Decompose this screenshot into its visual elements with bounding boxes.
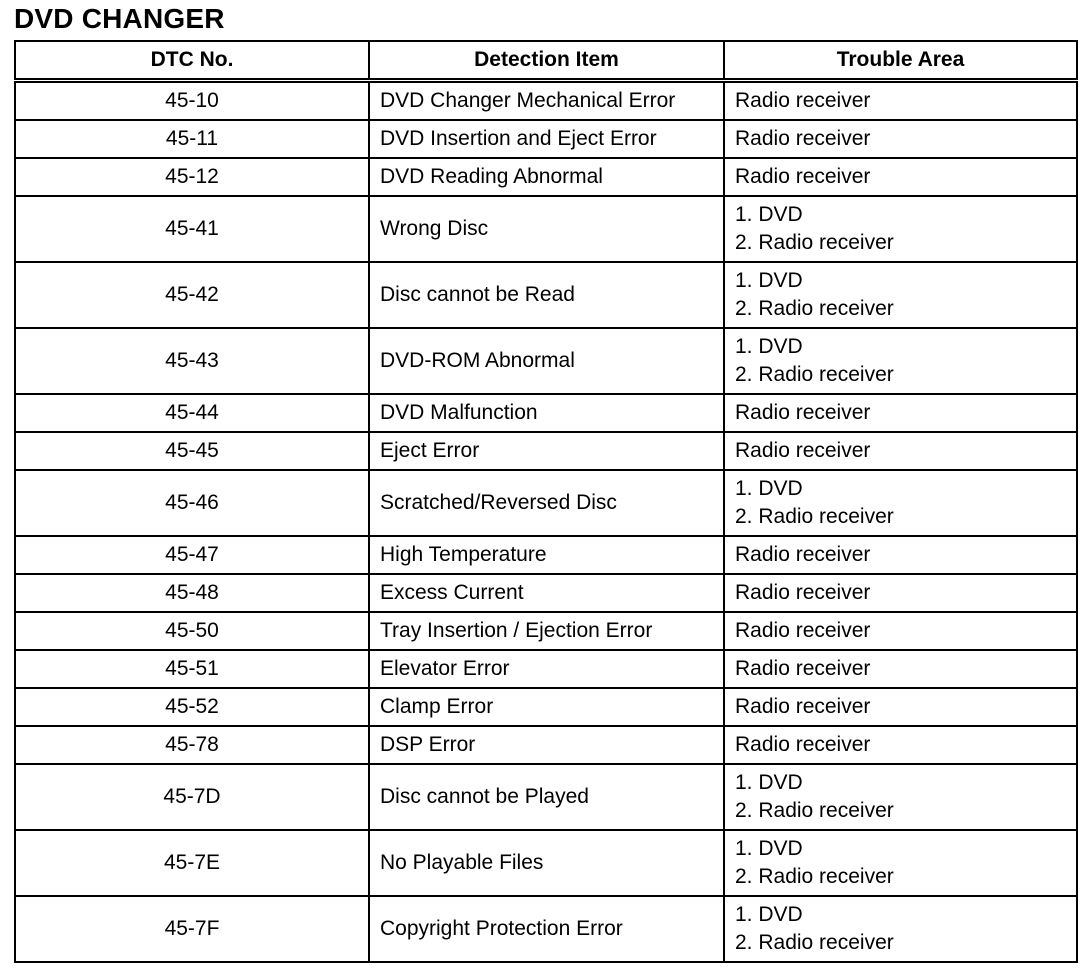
trouble-area-line: 1. DVD <box>735 335 803 358</box>
trouble-area <box>724 650 1077 688</box>
trouble-area-line: Radio receiver <box>735 695 871 718</box>
trouble-area <box>724 830 1077 896</box>
dtc-code: 45-44 <box>15 394 369 432</box>
table-row <box>15 432 1077 470</box>
detection-item: DVD-ROM Abnormal <box>369 328 724 394</box>
trouble-area-line: Radio receiver <box>735 165 871 188</box>
table-row <box>15 394 1077 432</box>
trouble-area <box>724 574 1077 612</box>
dtc-table <box>14 40 1078 963</box>
table-row <box>15 896 1077 962</box>
dtc-code: 45-41 <box>15 196 369 262</box>
dtc-code: 45-7E <box>15 830 369 896</box>
detection-item: DSP Error <box>369 726 724 764</box>
detection-item: High Temperature <box>369 536 724 574</box>
dtc-code: 45-51 <box>15 650 369 688</box>
table-row <box>15 262 1077 328</box>
trouble-area <box>724 196 1077 262</box>
trouble-area <box>724 470 1077 536</box>
trouble-area-line: 2. Radio receiver <box>735 363 894 386</box>
header-row <box>15 41 1077 81</box>
table-body <box>15 81 1077 963</box>
trouble-area <box>724 764 1077 830</box>
trouble-area <box>724 81 1077 121</box>
detection-item: No Playable Files <box>369 830 724 896</box>
dtc-code: 45-7F <box>15 896 369 962</box>
table-header <box>15 41 1077 81</box>
trouble-area-line: Radio receiver <box>735 401 871 424</box>
detection-item: DVD Changer Mechanical Error <box>369 81 724 121</box>
header-dtc-no: DTC No. <box>15 41 369 81</box>
detection-item: Excess Current <box>369 574 724 612</box>
dtc-code: 45-45 <box>15 432 369 470</box>
trouble-area-line: 2. Radio receiver <box>735 231 894 254</box>
detection-item: Scratched/Reversed Disc <box>369 470 724 536</box>
trouble-area <box>724 262 1077 328</box>
table-row <box>15 688 1077 726</box>
trouble-area-line: 1. DVD <box>735 837 803 860</box>
dtc-code: 45-10 <box>15 81 369 121</box>
dtc-code: 45-12 <box>15 158 369 196</box>
detection-item: Clamp Error <box>369 688 724 726</box>
detection-item: Disc cannot be Played <box>369 764 724 830</box>
table-row <box>15 196 1077 262</box>
header-trouble-area: Trouble Area <box>724 41 1077 81</box>
trouble-area-line: Radio receiver <box>735 127 871 150</box>
trouble-area-line: 1. DVD <box>735 477 803 500</box>
detection-item: Elevator Error <box>369 650 724 688</box>
dtc-code: 45-11 <box>15 120 369 158</box>
trouble-area <box>724 432 1077 470</box>
table-row <box>15 612 1077 650</box>
trouble-area-line: 2. Radio receiver <box>735 297 894 320</box>
trouble-area-line: 1. DVD <box>735 903 803 926</box>
trouble-area-line: Radio receiver <box>735 733 871 756</box>
table-row <box>15 81 1077 121</box>
detection-item: Eject Error <box>369 432 724 470</box>
dtc-code: 45-47 <box>15 536 369 574</box>
trouble-area-line: Radio receiver <box>735 581 871 604</box>
trouble-area-line: Radio receiver <box>735 657 871 680</box>
dtc-code: 45-46 <box>15 470 369 536</box>
page-title: DVD CHANGER <box>14 3 225 34</box>
header-detection-item: Detection Item <box>369 41 724 81</box>
trouble-area <box>724 120 1077 158</box>
detection-item: DVD Insertion and Eject Error <box>369 120 724 158</box>
table-row <box>15 764 1077 830</box>
trouble-area-line: 1. DVD <box>735 771 803 794</box>
trouble-area-line: Radio receiver <box>735 439 871 462</box>
trouble-area <box>724 158 1077 196</box>
detection-item: Copyright Protection Error <box>369 896 724 962</box>
detection-item: DVD Malfunction <box>369 394 724 432</box>
dtc-code: 45-7D <box>15 764 369 830</box>
table-row <box>15 158 1077 196</box>
trouble-area <box>724 688 1077 726</box>
dtc-code: 45-48 <box>15 574 369 612</box>
dtc-code: 45-50 <box>15 612 369 650</box>
dtc-code: 45-43 <box>15 328 369 394</box>
table-row <box>15 830 1077 896</box>
trouble-area <box>724 328 1077 394</box>
trouble-area-line: 2. Radio receiver <box>735 931 894 954</box>
detection-item: DVD Reading Abnormal <box>369 158 724 196</box>
dtc-code: 45-52 <box>15 688 369 726</box>
trouble-area-line: Radio receiver <box>735 543 871 566</box>
trouble-area-line: 1. DVD <box>735 269 803 292</box>
detection-item: Wrong Disc <box>369 196 724 262</box>
trouble-area <box>724 612 1077 650</box>
table-row <box>15 120 1077 158</box>
trouble-area-line: 2. Radio receiver <box>735 799 894 822</box>
trouble-area <box>724 726 1077 764</box>
trouble-area <box>724 536 1077 574</box>
dtc-code: 45-42 <box>15 262 369 328</box>
trouble-area-line: Radio receiver <box>735 89 871 112</box>
table-row <box>15 536 1077 574</box>
trouble-area-line: 1. DVD <box>735 203 803 226</box>
detection-item: Tray Insertion / Ejection Error <box>369 612 724 650</box>
trouble-area-line: 2. Radio receiver <box>735 865 894 888</box>
table-row <box>15 574 1077 612</box>
table-row <box>15 650 1077 688</box>
trouble-area-line: Radio receiver <box>735 619 871 642</box>
table-row <box>15 726 1077 764</box>
trouble-area-line: 2. Radio receiver <box>735 505 894 528</box>
table-row <box>15 328 1077 394</box>
trouble-area <box>724 394 1077 432</box>
detection-item: Disc cannot be Read <box>369 262 724 328</box>
trouble-area <box>724 896 1077 962</box>
dtc-code: 45-78 <box>15 726 369 764</box>
table-row <box>15 470 1077 536</box>
